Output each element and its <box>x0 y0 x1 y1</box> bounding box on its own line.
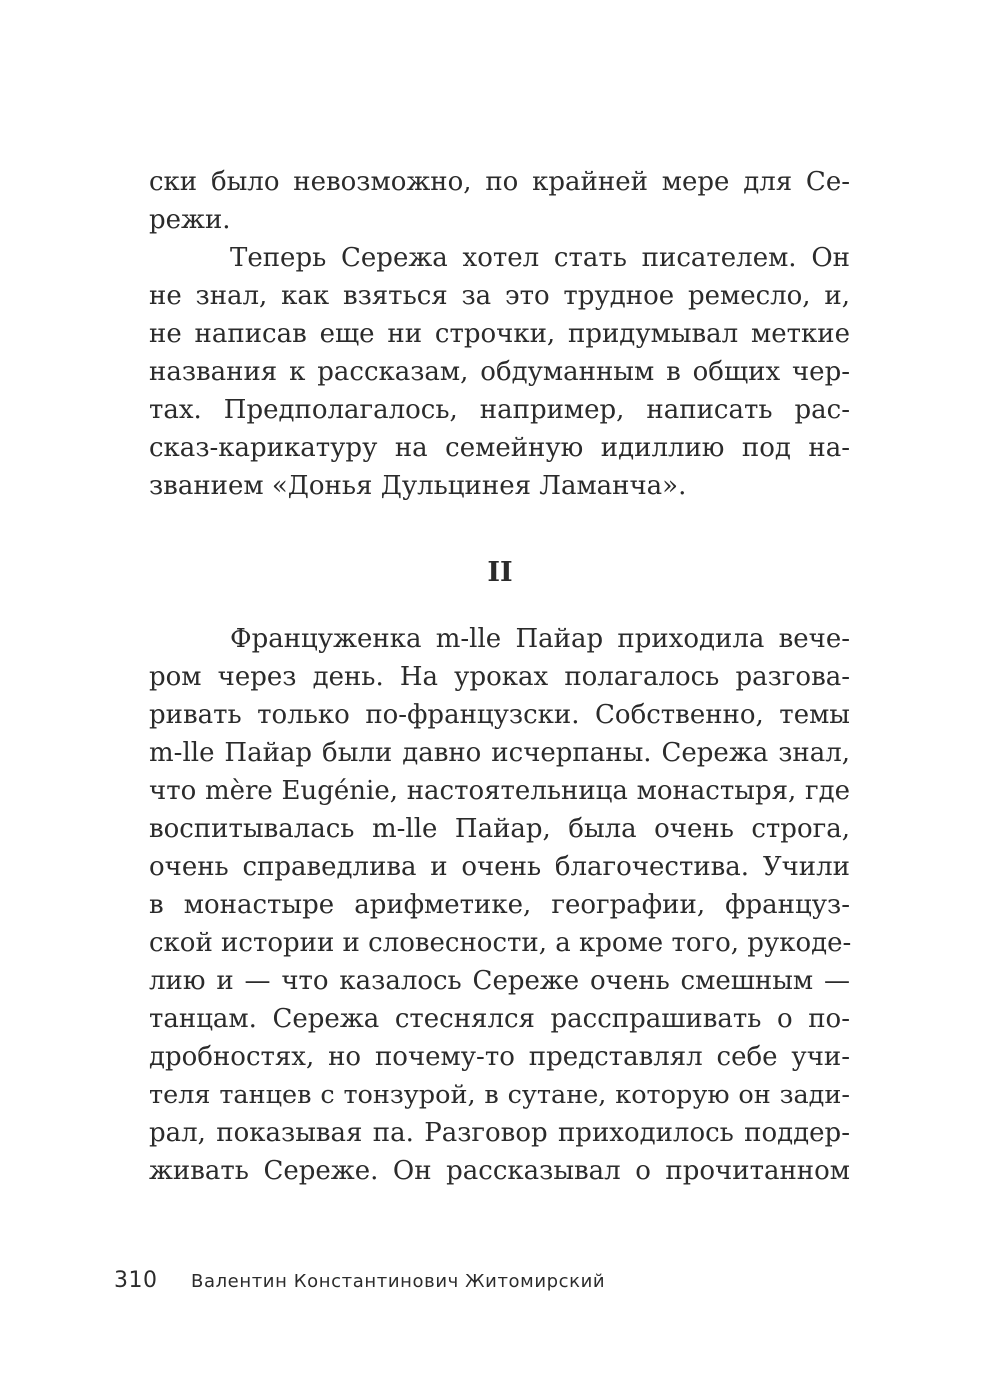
body-line: очень справедлива и очень благочестива. Учили <box>149 852 850 882</box>
body-line: что mère Eugénie, настоятельница монастыря, где <box>149 776 850 806</box>
body-line: тах. Предполагалось, например, написать рас- <box>149 395 850 425</box>
body-line: в монастыре арифметике, географии, француз- <box>149 890 850 920</box>
body-line: Француженка m-lle Пайар приходила вече- <box>230 624 850 654</box>
body-line: ривать только по-французски. Собственно, темы <box>149 700 850 730</box>
page-number: 310 <box>114 1268 158 1293</box>
body-line: названия к рассказам, обдуманным в общих чер- <box>149 357 850 387</box>
page-footer <box>114 1266 606 1296</box>
running-head: Валентин Константинович Житомирский <box>191 1271 606 1292</box>
body-line: теля танцев с тонзурой, в сутане, которую он зади- <box>149 1080 850 1110</box>
body-line: танцам. Сережа стеснялся расспрашивать о по- <box>149 1004 850 1034</box>
body-line: сказ-карикатуру на семейную идиллию под на- <box>149 433 850 463</box>
body-line: ски было невозможно, по крайней мере для Се- <box>149 167 850 197</box>
body-line: воспитывалась m-lle Пайар, была очень строга, <box>149 814 850 844</box>
body-line: m-lle Пайар были давно исчерпаны. Сережа знал, <box>149 738 850 768</box>
body-line: не написав еще ни строчки, придумывал меткие <box>149 319 850 349</box>
body-line: рал, показывая па. Разговор приходилось поддер- <box>149 1118 850 1148</box>
body-line: лию и — что казалось Сереже очень смешным — <box>149 966 850 996</box>
section-heading: II <box>487 557 513 588</box>
body-line: живать Сереже. Он рассказывал о прочитанном <box>149 1156 850 1186</box>
body-line: Теперь Сережа хотел стать писателем. Он <box>230 243 850 273</box>
body-line: ром через день. На уроках полагалось разгова- <box>149 662 850 692</box>
body-line: дробностях, но почему-то представлял себе учи- <box>149 1042 850 1072</box>
body-line: не знал, как взяться за это трудное ремесло, и, <box>149 281 850 311</box>
body-line: ской истории и словесности, а кроме того, рукоде- <box>149 928 852 958</box>
body-line: режи. <box>149 205 231 235</box>
body-line: званием «Донья Дульцинея Ламанча». <box>149 471 687 501</box>
